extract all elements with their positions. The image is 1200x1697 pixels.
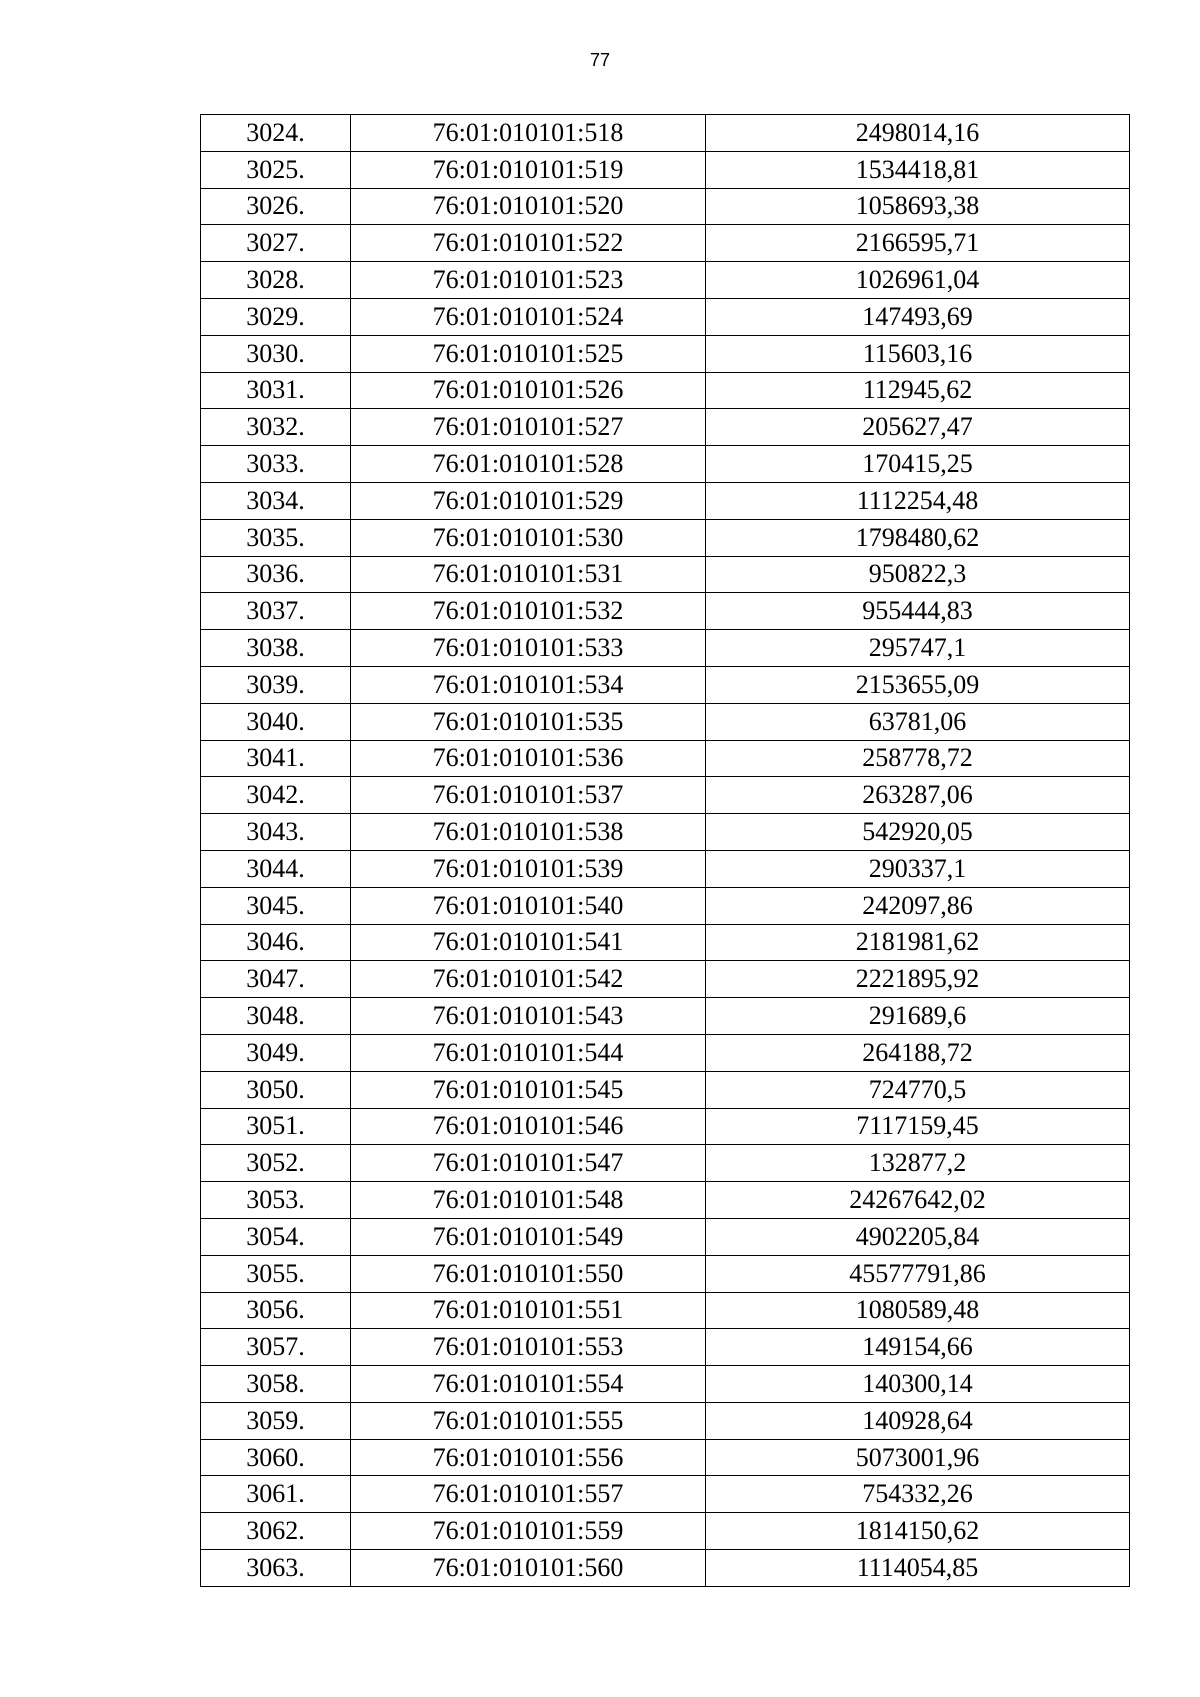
cadastral-number-cell: 76:01:010101:546 <box>351 1108 706 1145</box>
cadastral-number-cell: 76:01:010101:548 <box>351 1182 706 1219</box>
table-row <box>201 998 1130 1035</box>
row-number-cell: 3055. <box>201 1255 351 1292</box>
row-number-cell: 3046. <box>201 924 351 961</box>
cadastral-number-cell: 76:01:010101:550 <box>351 1255 706 1292</box>
table-row <box>201 151 1130 188</box>
table-row <box>201 961 1130 998</box>
cadastral-number-cell: 76:01:010101:551 <box>351 1292 706 1329</box>
cadastral-value-cell: 1080589,48 <box>706 1292 1130 1329</box>
cadastral-value-cell: 147493,69 <box>706 298 1130 335</box>
table-row <box>201 814 1130 851</box>
row-number-cell: 3061. <box>201 1476 351 1513</box>
row-number-cell: 3052. <box>201 1145 351 1182</box>
cadastral-number-cell: 76:01:010101:540 <box>351 887 706 924</box>
row-number-cell: 3050. <box>201 1071 351 1108</box>
cadastral-number-cell: 76:01:010101:533 <box>351 630 706 667</box>
table-row <box>201 1071 1130 1108</box>
table-row <box>201 1366 1130 1403</box>
cadastral-number-cell: 76:01:010101:522 <box>351 225 706 262</box>
cadastral-number-cell: 76:01:010101:527 <box>351 409 706 446</box>
table-row <box>201 593 1130 630</box>
cadastral-value-cell: 2181981,62 <box>706 924 1130 961</box>
cadastral-value-cell: 1058693,38 <box>706 188 1130 225</box>
cadastral-value-cell: 291689,6 <box>706 998 1130 1035</box>
row-number-cell: 3044. <box>201 850 351 887</box>
cadastral-value-cell: 1114054,85 <box>706 1550 1130 1587</box>
table-row <box>201 1182 1130 1219</box>
row-number-cell: 3056. <box>201 1292 351 1329</box>
cadastral-number-cell: 76:01:010101:528 <box>351 446 706 483</box>
cadastral-number-cell: 76:01:010101:544 <box>351 1034 706 1071</box>
cadastral-value-cell: 4902205,84 <box>706 1218 1130 1255</box>
table-row <box>201 409 1130 446</box>
cadastral-value-cell: 115603,16 <box>706 335 1130 372</box>
row-number-cell: 3038. <box>201 630 351 667</box>
row-number-cell: 3036. <box>201 556 351 593</box>
cadastral-value-cell: 264188,72 <box>706 1034 1130 1071</box>
table-row <box>201 630 1130 667</box>
row-number-cell: 3047. <box>201 961 351 998</box>
table-row <box>201 262 1130 299</box>
cadastral-value-cell: 754332,26 <box>706 1476 1130 1513</box>
table-row <box>201 1402 1130 1439</box>
cadastral-number-cell: 76:01:010101:541 <box>351 924 706 961</box>
table-row <box>201 188 1130 225</box>
cadastral-value-cell: 112945,62 <box>706 372 1130 409</box>
cadastral-number-cell: 76:01:010101:524 <box>351 298 706 335</box>
cadastral-value-cell: 24267642,02 <box>706 1182 1130 1219</box>
cadastral-number-cell: 76:01:010101:530 <box>351 519 706 556</box>
cadastral-value-cell: 1112254,48 <box>706 482 1130 519</box>
table-row <box>201 1108 1130 1145</box>
row-number-cell: 3033. <box>201 446 351 483</box>
row-number-cell: 3040. <box>201 703 351 740</box>
table-row <box>201 1292 1130 1329</box>
table-row <box>201 556 1130 593</box>
row-number-cell: 3035. <box>201 519 351 556</box>
row-number-cell: 3024. <box>201 115 351 152</box>
cadastral-value-cell: 170415,25 <box>706 446 1130 483</box>
cadastral-number-cell: 76:01:010101:526 <box>351 372 706 409</box>
row-number-cell: 3031. <box>201 372 351 409</box>
row-number-cell: 3051. <box>201 1108 351 1145</box>
row-number-cell: 3054. <box>201 1218 351 1255</box>
cadastral-value-cell: 149154,66 <box>706 1329 1130 1366</box>
table-row <box>201 519 1130 556</box>
table-row <box>201 1034 1130 1071</box>
table-row <box>201 372 1130 409</box>
cadastral-value-cell: 7117159,45 <box>706 1108 1130 1145</box>
cadastral-number-cell: 76:01:010101:536 <box>351 740 706 777</box>
row-number-cell: 3026. <box>201 188 351 225</box>
cadastral-number-cell: 76:01:010101:559 <box>351 1513 706 1550</box>
table-row <box>201 1550 1130 1587</box>
row-number-cell: 3060. <box>201 1439 351 1476</box>
cadastral-value-cell: 1026961,04 <box>706 262 1130 299</box>
table-row <box>201 924 1130 961</box>
row-number-cell: 3057. <box>201 1329 351 1366</box>
table-row <box>201 887 1130 924</box>
table-row <box>201 446 1130 483</box>
cadastral-value-cell: 5073001,96 <box>706 1439 1130 1476</box>
cadastral-value-cell: 1534418,81 <box>706 151 1130 188</box>
cadastral-value-cell: 542920,05 <box>706 814 1130 851</box>
cadastral-value-table <box>200 114 1130 1587</box>
row-number-cell: 3062. <box>201 1513 351 1550</box>
cadastral-value-cell: 242097,86 <box>706 887 1130 924</box>
table-row <box>201 850 1130 887</box>
cadastral-value-cell: 2221895,92 <box>706 961 1130 998</box>
row-number-cell: 3032. <box>201 409 351 446</box>
page-number: 77 <box>589 50 611 70</box>
cadastral-number-cell: 76:01:010101:554 <box>351 1366 706 1403</box>
row-number-cell: 3042. <box>201 777 351 814</box>
cadastral-number-cell: 76:01:010101:532 <box>351 593 706 630</box>
cadastral-value-cell: 950822,3 <box>706 556 1130 593</box>
cadastral-value-cell: 258778,72 <box>706 740 1130 777</box>
cadastral-number-cell: 76:01:010101:545 <box>351 1071 706 1108</box>
table-row <box>201 335 1130 372</box>
cadastral-number-cell: 76:01:010101:520 <box>351 188 706 225</box>
table-row <box>201 666 1130 703</box>
cadastral-number-cell: 76:01:010101:547 <box>351 1145 706 1182</box>
cadastral-value-cell: 955444,83 <box>706 593 1130 630</box>
row-number-cell: 3043. <box>201 814 351 851</box>
cadastral-value-cell: 295747,1 <box>706 630 1130 667</box>
table-row <box>201 1218 1130 1255</box>
table-row <box>201 1329 1130 1366</box>
cadastral-number-cell: 76:01:010101:553 <box>351 1329 706 1366</box>
cadastral-value-cell: 1798480,62 <box>706 519 1130 556</box>
cadastral-value-cell: 140928,64 <box>706 1402 1130 1439</box>
row-number-cell: 3037. <box>201 593 351 630</box>
row-number-cell: 3030. <box>201 335 351 372</box>
table-row <box>201 1145 1130 1182</box>
row-number-cell: 3027. <box>201 225 351 262</box>
cadastral-value-cell: 1814150,62 <box>706 1513 1130 1550</box>
row-number-cell: 3063. <box>201 1550 351 1587</box>
cadastral-value-cell: 63781,06 <box>706 703 1130 740</box>
cadastral-value-cell: 132877,2 <box>706 1145 1130 1182</box>
row-number-cell: 3041. <box>201 740 351 777</box>
cadastral-number-cell: 76:01:010101:557 <box>351 1476 706 1513</box>
cadastral-number-cell: 76:01:010101:531 <box>351 556 706 593</box>
row-number-cell: 3059. <box>201 1402 351 1439</box>
table-row <box>201 1255 1130 1292</box>
row-number-cell: 3034. <box>201 482 351 519</box>
cadastral-value-cell: 2498014,16 <box>706 115 1130 152</box>
table-row <box>201 482 1130 519</box>
row-number-cell: 3029. <box>201 298 351 335</box>
table-body <box>201 115 1130 1587</box>
table-row <box>201 225 1130 262</box>
cadastral-value-cell: 45577791,86 <box>706 1255 1130 1292</box>
cadastral-number-cell: 76:01:010101:537 <box>351 777 706 814</box>
table-row <box>201 1513 1130 1550</box>
row-number-cell: 3049. <box>201 1034 351 1071</box>
table-row <box>201 777 1130 814</box>
cadastral-number-cell: 76:01:010101:543 <box>351 998 706 1035</box>
cadastral-number-cell: 76:01:010101:542 <box>351 961 706 998</box>
cadastral-number-cell: 76:01:010101:519 <box>351 151 706 188</box>
row-number-cell: 3045. <box>201 887 351 924</box>
cadastral-number-cell: 76:01:010101:535 <box>351 703 706 740</box>
cadastral-number-cell: 76:01:010101:534 <box>351 666 706 703</box>
cadastral-number-cell: 76:01:010101:525 <box>351 335 706 372</box>
cadastral-value-cell: 205627,47 <box>706 409 1130 446</box>
table-row <box>201 703 1130 740</box>
cadastral-value-cell: 2166595,71 <box>706 225 1130 262</box>
row-number-cell: 3058. <box>201 1366 351 1403</box>
row-number-cell: 3028. <box>201 262 351 299</box>
cadastral-number-cell: 76:01:010101:529 <box>351 482 706 519</box>
cadastral-value-cell: 290337,1 <box>706 850 1130 887</box>
row-number-cell: 3053. <box>201 1182 351 1219</box>
table-row <box>201 298 1130 335</box>
cadastral-value-cell: 724770,5 <box>706 1071 1130 1108</box>
cadastral-number-cell: 76:01:010101:518 <box>351 115 706 152</box>
cadastral-number-cell: 76:01:010101:523 <box>351 262 706 299</box>
cadastral-number-cell: 76:01:010101:556 <box>351 1439 706 1476</box>
cadastral-value-cell: 2153655,09 <box>706 666 1130 703</box>
table-row <box>201 1439 1130 1476</box>
cadastral-number-cell: 76:01:010101:539 <box>351 850 706 887</box>
cadastral-value-cell: 140300,14 <box>706 1366 1130 1403</box>
row-number-cell: 3039. <box>201 666 351 703</box>
cadastral-value-cell: 263287,06 <box>706 777 1130 814</box>
cadastral-number-cell: 76:01:010101:538 <box>351 814 706 851</box>
table-row <box>201 740 1130 777</box>
table-row <box>201 1476 1130 1513</box>
table-row <box>201 115 1130 152</box>
cadastral-number-cell: 76:01:010101:549 <box>351 1218 706 1255</box>
row-number-cell: 3025. <box>201 151 351 188</box>
cadastral-number-cell: 76:01:010101:555 <box>351 1402 706 1439</box>
cadastral-number-cell: 76:01:010101:560 <box>351 1550 706 1587</box>
row-number-cell: 3048. <box>201 998 351 1035</box>
